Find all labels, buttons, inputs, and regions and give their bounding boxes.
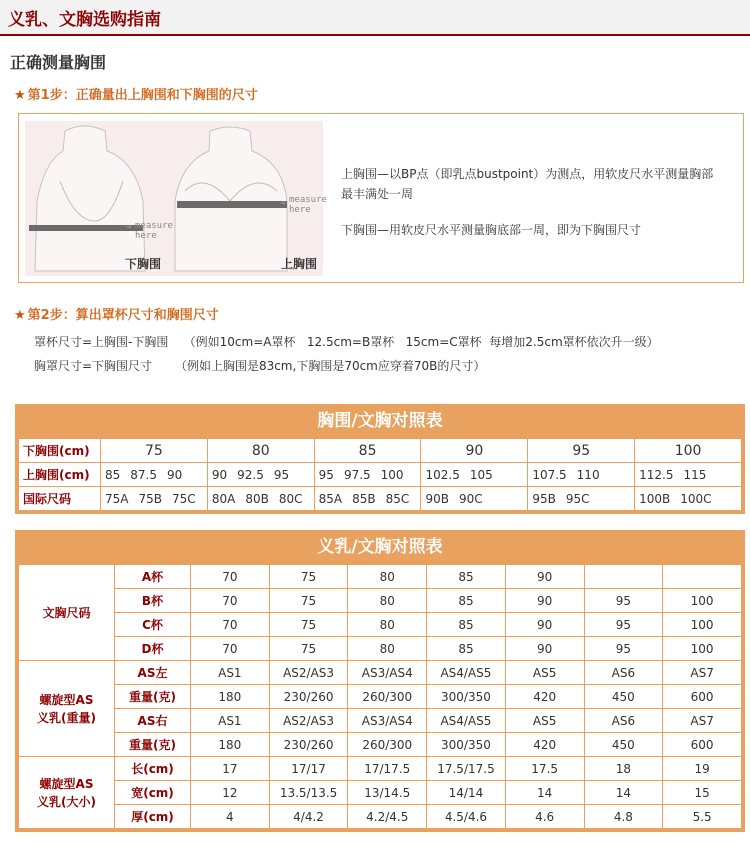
- intl-cell: [101, 487, 208, 511]
- section-title: 正确测量胸围: [10, 53, 107, 72]
- sub-label: 宽(cm): [115, 781, 191, 805]
- header-title: 义乳、文胸选购指南: [8, 10, 161, 30]
- value-cell: 600: [663, 733, 742, 757]
- sub-label: AS右: [115, 709, 191, 733]
- value-cell: 15: [663, 781, 742, 805]
- upper-value: 90: [167, 467, 183, 482]
- table-row: [19, 757, 742, 781]
- label-bust: 上胸围: [281, 257, 318, 271]
- value-cell: 19: [663, 757, 742, 781]
- value-cell: AS6: [584, 661, 663, 685]
- value-cell: AS2/AS3: [269, 709, 348, 733]
- value-cell: AS4/AS5: [427, 661, 506, 685]
- prosthesis-table-title: 义乳/文胸对照表: [317, 537, 443, 557]
- value-cell: 4.6: [505, 805, 584, 829]
- upper-value: 105: [469, 467, 493, 482]
- row-label: 国际尺码: [19, 487, 101, 511]
- bust-tape: [177, 201, 287, 208]
- intl-value: 95C: [565, 491, 590, 506]
- value-cell: 75: [269, 637, 348, 661]
- value-cell: 4.8: [584, 805, 663, 829]
- page-header: [0, 0, 750, 36]
- value-cell: AS4/AS5: [427, 709, 506, 733]
- upper-value: 107.5: [532, 467, 567, 482]
- row-label: 下胸围(cm): [19, 439, 101, 463]
- value-cell: 100: [663, 589, 742, 613]
- table-row: [19, 733, 742, 757]
- measure-tag-left: measure here: [135, 221, 173, 241]
- measure-tag-right: measure here: [289, 195, 327, 215]
- band-cell: 85: [314, 439, 421, 463]
- value-cell: 180: [191, 685, 270, 709]
- value-cell: 80: [348, 565, 427, 589]
- value-cell: 18: [584, 757, 663, 781]
- arrow-right-icon: ◄: [279, 198, 286, 207]
- value-cell: 180: [191, 733, 270, 757]
- band-cell: 75: [101, 439, 208, 463]
- value-cell: 4: [191, 805, 270, 829]
- value-cell: 14: [584, 781, 663, 805]
- value-cell: 13.5/13.5: [269, 781, 348, 805]
- value-cell: 80: [348, 637, 427, 661]
- table-row: [19, 805, 742, 829]
- upper-value: 95: [318, 467, 334, 482]
- upper-value: 102.5: [425, 467, 460, 482]
- value-cell: 450: [584, 733, 663, 757]
- band-cell: 100: [635, 439, 742, 463]
- intl-value: 75B: [138, 491, 162, 506]
- value-cell: 75: [269, 589, 348, 613]
- intl-value: 95B: [532, 491, 556, 506]
- sub-label: 长(cm): [115, 757, 191, 781]
- value-cell: 4/4.2: [269, 805, 348, 829]
- intl-value: 85C: [385, 491, 410, 506]
- upper-cell: [421, 463, 528, 487]
- sub-label: D杯: [115, 637, 191, 661]
- sub-label: 重量(克): [115, 685, 191, 709]
- intl-value: 100B: [639, 491, 671, 506]
- intl-value: 100C: [680, 491, 712, 506]
- arrow-left-icon: ◄: [125, 222, 132, 231]
- value-cell: 70: [191, 589, 270, 613]
- value-cell: AS2/AS3: [269, 661, 348, 685]
- upper-value: 90: [211, 467, 228, 482]
- band-cell: 90: [421, 439, 528, 463]
- value-cell: 70: [191, 637, 270, 661]
- value-cell: 230/260: [269, 685, 348, 709]
- intl-value: 75C: [172, 491, 196, 506]
- value-cell: 4.5/4.6: [427, 805, 506, 829]
- value-cell: 17/17: [269, 757, 348, 781]
- intl-value: 85A: [318, 491, 343, 506]
- sub-label: 厚(cm): [115, 805, 191, 829]
- value-cell: 75: [269, 613, 348, 637]
- value-cell: AS1: [191, 709, 270, 733]
- intl-value: 80A: [211, 491, 236, 506]
- step2-label: 第2步：算出罩杯尺寸和胸围尺寸: [27, 308, 219, 323]
- band-cell: 95: [528, 439, 635, 463]
- sub-label: B杯: [115, 589, 191, 613]
- cup-formula: 罩杯尺寸=上胸围-下胸围 （例如10cm=A罩杯 12.5cm=B罩杯 15cm=C罩杯 每增加2.5cm罩杯依次升一级）: [34, 335, 659, 349]
- mannequin-illustration: [25, 121, 323, 276]
- value-cell: 420: [505, 685, 584, 709]
- upper-value: 100: [380, 467, 404, 482]
- value-cell: 85: [427, 589, 506, 613]
- value-cell: 600: [663, 685, 742, 709]
- bust-table-title: 胸围/文胸对照表: [317, 411, 443, 431]
- value-cell: 90: [505, 637, 584, 661]
- upper-value: 110: [576, 467, 600, 482]
- value-cell: 230/260: [269, 733, 348, 757]
- value-cell: 70: [191, 613, 270, 637]
- step1-label: 第1步：正确量出上胸围和下胸围的尺寸: [27, 88, 258, 103]
- value-cell: 95: [584, 589, 663, 613]
- intl-cell: [635, 487, 742, 511]
- step1-heading: [14, 84, 258, 103]
- sub-label: A杯: [115, 565, 191, 589]
- table-row: [19, 661, 742, 685]
- star-icon: ★: [14, 88, 26, 103]
- value-cell: AS6: [584, 709, 663, 733]
- desc-lower: 下胸围—用软皮尺水平测量胸底部一周，即为下胸围尺寸: [341, 223, 642, 237]
- upper-cell: [207, 463, 314, 487]
- value-cell: AS5: [505, 709, 584, 733]
- intl-value: 90B: [425, 491, 449, 506]
- band-formula: 胸罩尺寸=下胸围尺寸 （例如上胸围是83cm,下胸围是70cm应穿着70B的尺寸）: [34, 359, 486, 373]
- value-cell: 12: [191, 781, 270, 805]
- value-cell: 95: [584, 637, 663, 661]
- value-cell: 450: [584, 685, 663, 709]
- value-cell: 100: [663, 613, 742, 637]
- intl-cell: [207, 487, 314, 511]
- value-cell: 14: [505, 781, 584, 805]
- band-cell: 80: [207, 439, 314, 463]
- value-cell: 14/14: [427, 781, 506, 805]
- group-label: 螺旋型AS 义乳(重量): [19, 661, 115, 757]
- value-cell: 70: [191, 565, 270, 589]
- intl-value: 85B: [352, 491, 376, 506]
- intl-value: 75A: [105, 491, 129, 506]
- table-row: [19, 637, 742, 661]
- value-cell: 260/300: [348, 733, 427, 757]
- value-cell: AS3/AS4: [348, 709, 427, 733]
- value-cell: 75: [269, 565, 348, 589]
- value-cell: AS3/AS4: [348, 661, 427, 685]
- value-cell: [663, 565, 742, 589]
- group-label: 螺旋型AS 义乳(大小): [19, 757, 115, 829]
- upper-cell: [101, 463, 208, 487]
- value-cell: AS1: [191, 661, 270, 685]
- step2-heading: [14, 304, 219, 323]
- value-cell: 17/17.5: [348, 757, 427, 781]
- sub-label: C杯: [115, 613, 191, 637]
- value-cell: 80: [348, 613, 427, 637]
- intl-cell: [421, 487, 528, 511]
- bust-table-grid: [18, 438, 742, 511]
- star-icon: ★: [14, 308, 26, 323]
- prosthesis-table-grid: [18, 564, 742, 829]
- desc-upper: 上胸围—以BP点（即乳点bustpoint）为测点，用软皮尺水平测量胸部最丰满处一周: [341, 167, 714, 201]
- value-cell: 90: [505, 589, 584, 613]
- table-row: [19, 589, 742, 613]
- value-cell: 85: [427, 613, 506, 637]
- value-cell: 85: [427, 637, 506, 661]
- upper-value: 97.5: [343, 467, 371, 482]
- table-row: [19, 565, 742, 589]
- value-cell: 17: [191, 757, 270, 781]
- table-row: [19, 613, 742, 637]
- value-cell: 5.5: [663, 805, 742, 829]
- measure-illustration: [25, 121, 327, 276]
- upper-value: 115: [683, 467, 707, 482]
- value-cell: AS7: [663, 709, 742, 733]
- label-underbust: 下胸围: [125, 257, 162, 271]
- row-label: 上胸围(cm): [19, 463, 101, 487]
- value-cell: [584, 565, 663, 589]
- upper-value: 95: [273, 467, 290, 482]
- value-cell: 300/350: [427, 733, 506, 757]
- upper-value: 87.5: [130, 467, 157, 482]
- upper-value: 112.5: [639, 467, 674, 482]
- upper-cell: [528, 463, 635, 487]
- value-cell: 90: [505, 613, 584, 637]
- upper-cell: [314, 463, 421, 487]
- value-cell: 4.2/4.5: [348, 805, 427, 829]
- value-cell: 90: [505, 565, 584, 589]
- intl-cell: [528, 487, 635, 511]
- value-cell: AS5: [505, 661, 584, 685]
- sub-label: 重量(克): [115, 733, 191, 757]
- value-cell: AS7: [663, 661, 742, 685]
- value-cell: 80: [348, 589, 427, 613]
- value-cell: 260/300: [348, 685, 427, 709]
- table-row: [19, 685, 742, 709]
- group-label: 文胸尺码: [19, 565, 115, 661]
- measure-panel: [18, 113, 744, 283]
- upper-value: 85: [105, 467, 121, 482]
- table-row: [19, 781, 742, 805]
- table-row: [19, 463, 742, 487]
- value-cell: 17.5: [505, 757, 584, 781]
- intl-value: 90C: [459, 491, 483, 506]
- value-cell: 100: [663, 637, 742, 661]
- value-cell: 13/14.5: [348, 781, 427, 805]
- value-cell: 300/350: [427, 685, 506, 709]
- bust-table: [15, 404, 745, 514]
- table-row: [19, 709, 742, 733]
- table-row: [19, 487, 742, 511]
- sub-label: AS左: [115, 661, 191, 685]
- upper-value: 92.5: [237, 467, 264, 482]
- table-row: [19, 439, 742, 463]
- intl-cell: [314, 487, 421, 511]
- value-cell: 17.5/17.5: [427, 757, 506, 781]
- upper-cell: [635, 463, 742, 487]
- prosthesis-table: [15, 530, 745, 832]
- intl-value: 80B: [245, 491, 269, 506]
- intl-value: 80C: [278, 491, 303, 506]
- value-cell: 85: [427, 565, 506, 589]
- value-cell: 420: [505, 733, 584, 757]
- value-cell: 95: [584, 613, 663, 637]
